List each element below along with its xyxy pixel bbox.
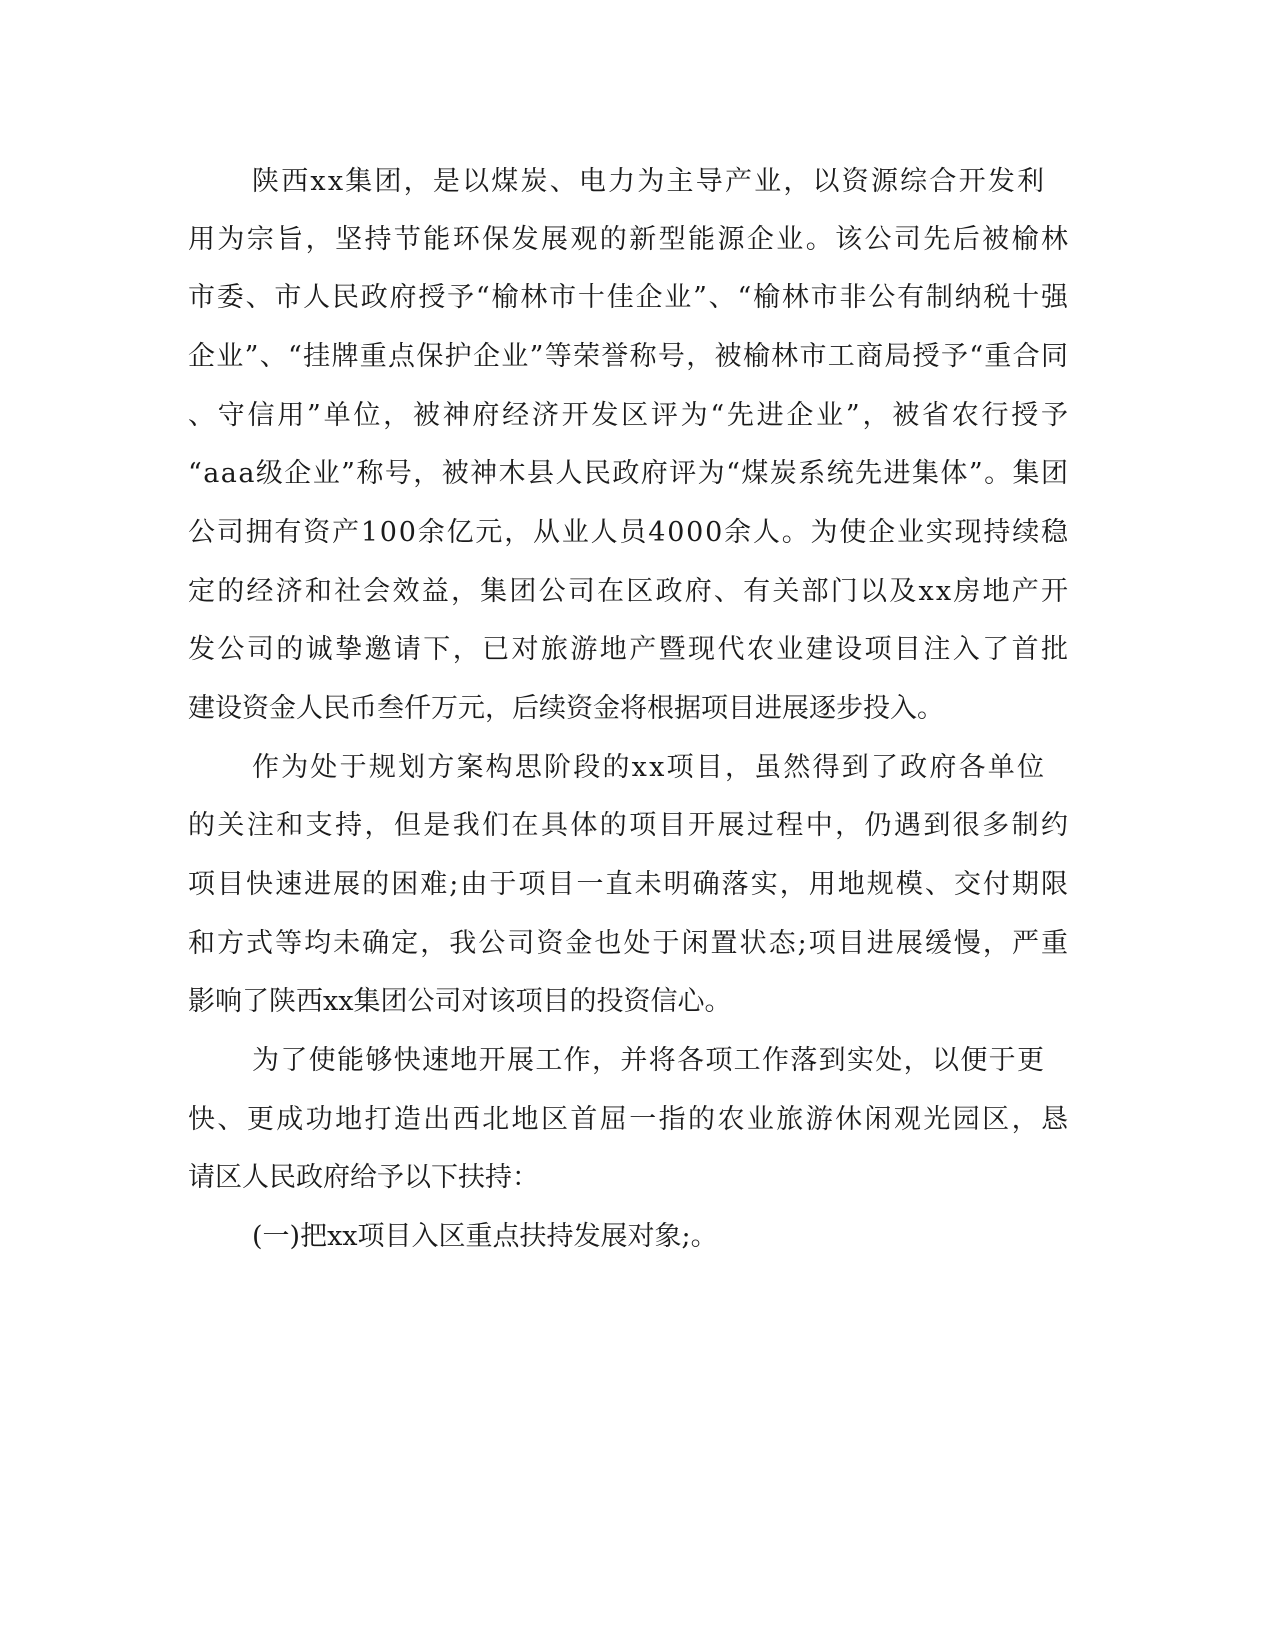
text-line: 影响了陕西xx集团公司对该项目的投资信心。: [188, 986, 732, 1017]
text-line: 用为宗旨，坚持节能环保发展观的新型能源企业。该公司先后被榆林: [188, 224, 1071, 255]
text-line: 、守信用”单位，被神府经济开发区评为“先进企业”，被省农行授予: [188, 400, 1071, 431]
text-line: 公司拥有资产100余亿元，从业人员4000余人。为使企业实现持续稳: [188, 517, 1070, 548]
text-line: 作为处于规划方案构思阶段的xx项目，虽然得到了政府各单位: [252, 752, 1047, 783]
text-line: 为了使能够快速地开展工作，并将各项工作落到实处，以便于更: [252, 1045, 1046, 1076]
text-line: 发公司的诚挚邀请下，已对旅游地产暨现代农业建设项目注入了首批: [188, 634, 1071, 665]
text-line: (一)把xx项目入区重点扶持发展对象;。: [252, 1221, 718, 1252]
text-line: 项目快速进展的困难;由于项目一直未明确落实，用地规模、交付期限: [188, 869, 1071, 900]
text-line: 建设资金人民币叁仟万元，后续资金将根据项目进展逐步投入。: [188, 693, 944, 724]
text-line: “aaa级企业”称号，被神木县人民政府评为“煤炭系统先进集体”。集团: [188, 458, 1070, 489]
text-line: 和方式等均未确定，我公司资金也处于闲置状态;项目进展缓慢，严重: [188, 928, 1071, 959]
text-line: 企业”、“挂牌重点保护企业”等荣誉称号，被榆林市工商局授予“重合同: [188, 341, 1070, 372]
text-line: 请区人民政府给予以下扶持：: [188, 1162, 539, 1193]
text-line: 定的经济和社会效益，集团公司在区政府、有关部门以及xx房地产开: [188, 576, 1071, 607]
text-line: 的关注和支持，但是我们在具体的项目开展过程中，仍遇到很多制约: [188, 810, 1071, 841]
text-line: 陕西xx集团，是以煤炭、电力为主导产业，以资源综合开发利: [252, 166, 1047, 197]
text-line: 市委、市人民政府授予“榆林市十佳企业”、“榆林市非公有制纳税十强: [188, 282, 1070, 313]
text-line: 快、更成功地打造出西北地区首屈一指的农业旅游休闲观光园区，恳: [188, 1104, 1071, 1135]
